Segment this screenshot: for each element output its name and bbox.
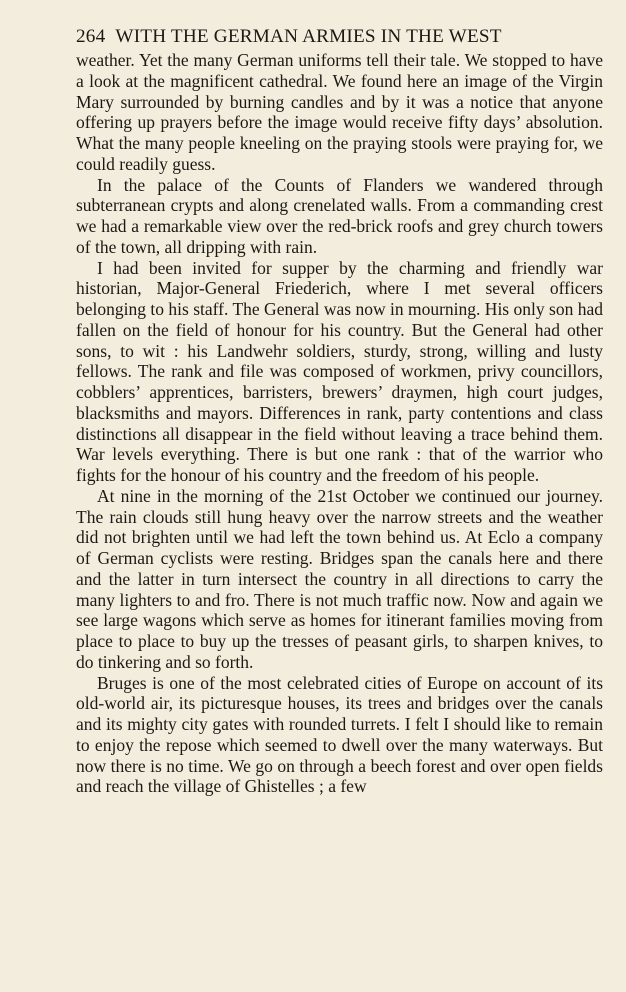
paragraph: At nine in the morning of the 21st October we continued our journey. The rain clouds still hung heavy over the narrow streets and the weather did not brighten until we had left the town behind us. At Eclo a company of German cyclists were resting. Bridges span the canals here and there and the latter in turn intersect the country in all directions to carry the many lighters to and fro. There is not much traffic now. Now and again we see large wagons which serve as homes for itinerant families moving from place to place to buy up the tresses of peasant girls, to sharpen knives, to do tinkering and so forth. (76, 485, 603, 672)
page-number: 264 (76, 26, 106, 47)
paragraph: I had been invited for supper by the charming and friendly war historian, Major-General Friederich, where I met several officers belonging to his staff. The General was now in mourning. His only son had fallen on the field of honour for his country. But the General had other sons, to wit : his Landwehr soldiers, sturdy, strong, willing and lusty fellows. The rank and file was composed of workmen, privy councillors, cobblers’ apprentices, barristers, brewers’ draymen, high court judges, blacksmiths and mayors. Differences in rank, party contentions and class distinctions all disappear in the field without leaving a trace behind them. War levels everything. There is but one rank : that of the warrior who fights for the honour of his country and the freedom of his people. (76, 257, 603, 485)
running-title: WITH THE GERMAN ARMIES IN THE WEST (115, 26, 502, 47)
paragraph: Bruges is one of the most celebrated cities of Europe on account of its old-world air, its picturesque houses, its trees and bridges over the canals and its mighty city gates with rounded turrets. I felt I should like to remain to enjoy the repose which seemed to dwell over the many waterways. But now there is no time. We go on through a beech forest and over open fields and reach the village of Ghistelles ; a few (76, 672, 603, 797)
page-header (76, 26, 603, 50)
paragraph: In the palace of the Counts of Flanders we wandered through subterranean crypts and along crenelated walls. From a commanding crest we had a remarkable view over the red-brick roofs and grey church towers of the town, all dripping with rain. (76, 174, 603, 257)
paragraph: weather. Yet the many German uniforms tell their tale. We stopped to have a look at the magnificent cathedral. We found here an image of the Virgin Mary surrounded by burning candles and by it was a notice that anyone offering up prayers before the image would receive fifty days’ absolution. What the many people kneeling on the praying stools were praying for, we could readily guess. (76, 50, 603, 174)
body-text (76, 50, 603, 797)
